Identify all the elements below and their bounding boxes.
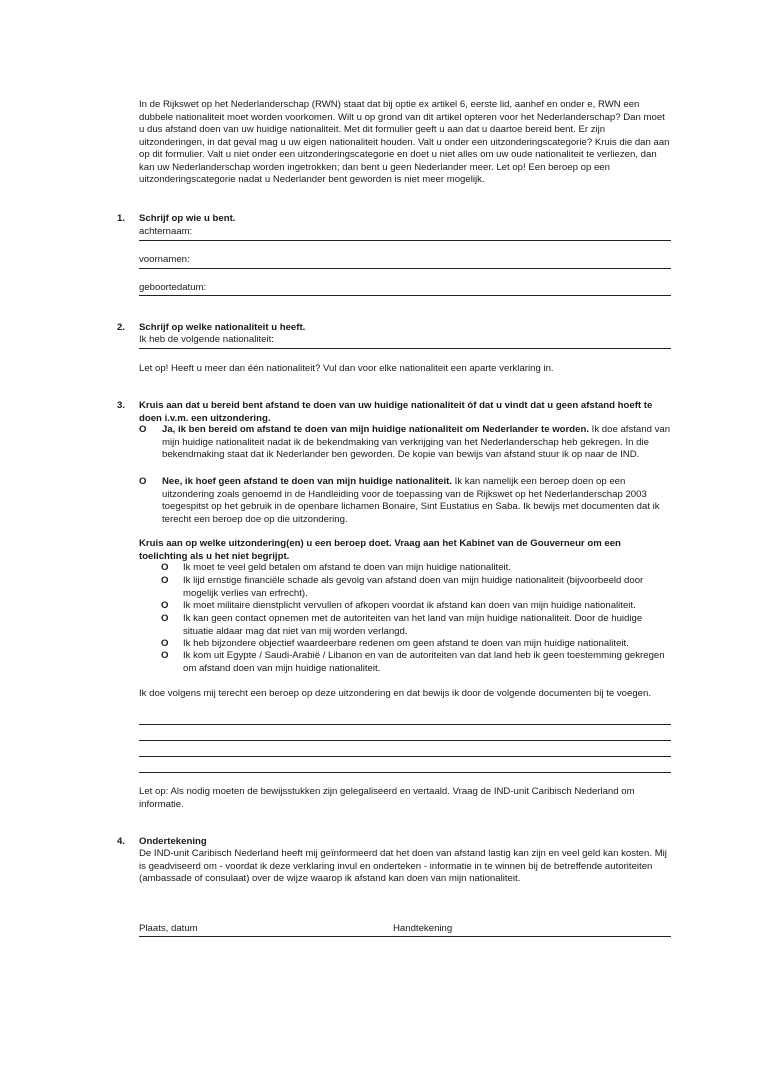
option-yes-bold: Ja, ik ben bereid om afstand te doen van mijn huidige nationaliteit om Nederlander te worden. <box>162 424 589 435</box>
section-2-number: 2. <box>117 322 126 333</box>
exception-3-checkbox[interactable]: O <box>161 600 169 611</box>
documents-line-3[interactable] <box>139 756 671 757</box>
section-1-heading: Schrijf op wie u bent. <box>139 213 236 224</box>
exception-5-text: Ik heb bijzondere objectief waardeerbare redenen om geen afstand te doen van mijn huidige nationaliteit. <box>183 638 629 649</box>
surname-label: achternaam: <box>139 226 193 237</box>
exceptions-heading: Kruis aan op welke uitzondering(en) u een beroep doet. Vraag aan het Kabinet van de Gouverneur om een toelichting als u het niet begrijpt. <box>139 538 621 562</box>
exception-1-checkbox[interactable]: O <box>161 562 169 573</box>
option-yes-radio[interactable]: O <box>139 424 147 435</box>
documents-line-4[interactable] <box>139 772 671 773</box>
given-names-label: voornamen: <box>139 254 190 265</box>
legalization-note: Let op: Als nodig moeten de bewijsstukken zijn gelegaliseerd en vertaald. Vraag de IND-unit Caribisch Nederland om informatie. <box>139 786 635 810</box>
exception-2-checkbox[interactable]: O <box>161 575 169 586</box>
nationality-field[interactable] <box>139 348 671 349</box>
section-2-heading: Schrijf op welke nationaliteit u heeft. <box>139 322 306 333</box>
nationality-note: Let op! Heeft u meer dan één nationaliteit? Vul dan voor elke nationaliteit een aparte verklaring in. <box>139 363 554 374</box>
exception-2-text: Ik lijd ernstige financiële schade als gevolg van afstand doen van mijn huidige nationaliteit (bijvoorbeeld door mogelijk verlies van erfrecht). <box>183 575 644 599</box>
option-no-text <box>162 476 671 526</box>
exception-3-text: Ik moet militaire dienstplicht vervullen of afkopen voordat ik afstand kan doen van mijn huidige nationaliteit. <box>183 600 636 611</box>
surname-field[interactable] <box>139 240 671 241</box>
documents-line-2[interactable] <box>139 740 671 741</box>
intro-paragraph: In de Rijkswet op het Nederlanderschap (RWN) staat dat bij optie ex artikel 6, eerste lid, aanhef en onder e, RWN een dubbele nationaliteit moet worden voorkomen. Wilt u op grond van dit artikel opteren voor het Nederlanderschap? Dan moet u dus afstand doen van uw huidige nationaliteit. Met dit formulier geeft u aan dat u daartoe bereid bent. Er zijn uitzonderingen, in dat geval mag u uw eigen nationaliteit houden. Valt u onder een uitzonderingscategorie? Kruis die dan aan op dit formulier. Valt u niet onder een uitzonderingscategorie en doet u niet alles om uw oude nationaliteit te verliezen, dan kan uw Nederlanderschap worden ingetrokken; dan bent u geen Nederlander meer. Let op! Een beroep op een uitzonderingscategorie nadat u Nederlander bent geworden is niet meer mogelijk. <box>139 99 670 185</box>
option-yes-rest: Ik doe afstand van mijn huidige nationaliteit nadat ik de bekendmaking van verkrijging van het Nederlanderschap heb gekregen. In die bekendmaking staat dat ik Nederlander ben geworden. De kopie van bewijs van afstand stuur ik op naar de IND. <box>162 424 671 460</box>
section-3-heading: Kruis aan dat u bereid bent afstand te doen van uw huidige nationaliteit óf dat u vindt dat u geen afstand hoeft te doen i.v.m. een uitzondering. <box>139 400 653 424</box>
section-4-heading: Ondertekening <box>139 836 207 847</box>
exception-4-checkbox[interactable]: O <box>161 613 169 624</box>
section-4-number: 4. <box>117 836 126 847</box>
place-date-label: Plaats, datum <box>139 923 198 934</box>
exception-6-text: Ik kom uit Egypte / Saudi-Arabië / Libanon en van de autoriteiten van dat land heb ik geen toestemming gekregen om afstand doen van mijn huidige nationaliteit. <box>183 650 665 674</box>
signature-line[interactable] <box>139 936 671 937</box>
section-1-number: 1. <box>117 213 126 224</box>
given-names-field[interactable] <box>139 268 671 269</box>
exception-4-text: Ik kan geen contact opnemen met de autoriteiten van het land van mijn huidige nationaliteit. Door de huidige situatie aldaar mag dat niet van mij worden verlangd. <box>183 613 643 637</box>
option-yes-text <box>162 424 671 462</box>
birthdate-label: geboortedatum: <box>139 282 207 293</box>
option-no-radio[interactable]: O <box>139 476 147 487</box>
nationality-label: Ik heb de volgende nationaliteit: <box>139 334 274 345</box>
proof-text: Ik doe volgens mij terecht een beroep op deze uitzondering en dat bewijs ik door de volgende documenten bij te voegen. <box>139 688 652 699</box>
section-3-number: 3. <box>117 400 126 411</box>
birthdate-field[interactable] <box>139 295 671 296</box>
documents-line-1[interactable] <box>139 724 671 725</box>
signature-label: Handtekening <box>393 923 453 934</box>
exception-1-text: Ik moet te veel geld betalen om afstand te doen van mijn huidige nationaliteit. <box>183 562 511 573</box>
option-no-rest: Ik kan namelijk een beroep doen op een uitzondering zoals genoemd in de Handleiding voor de toepassing van de Rijkswet op het Nederlanderschap 2003 toegespitst op het gebruik in de openbare lichamen Bonaire, Sint Eustatius en Saba. Ik bewijs met documenten dat ik terecht een beroep doe op die uitzondering. <box>162 476 660 525</box>
exception-5-checkbox[interactable]: O <box>161 638 169 649</box>
signing-text: De IND-unit Caribisch Nederland heeft mij geïnformeerd dat het doen van afstand lastig kan zijn en veel geld kan kosten. Mij is geadviseerd om - voordat ik deze verklaring invul en onderteken - informatie in te winnen bij de betreffende autoriteiten (ambassade of consulaat) over de wijze waarop ik afstand kan doen van mijn nationaliteit. <box>139 848 667 884</box>
exception-6-checkbox[interactable]: O <box>161 650 169 661</box>
option-no-bold: Nee, ik hoef geen afstand te doen van mijn huidige nationaliteit. <box>162 476 452 487</box>
